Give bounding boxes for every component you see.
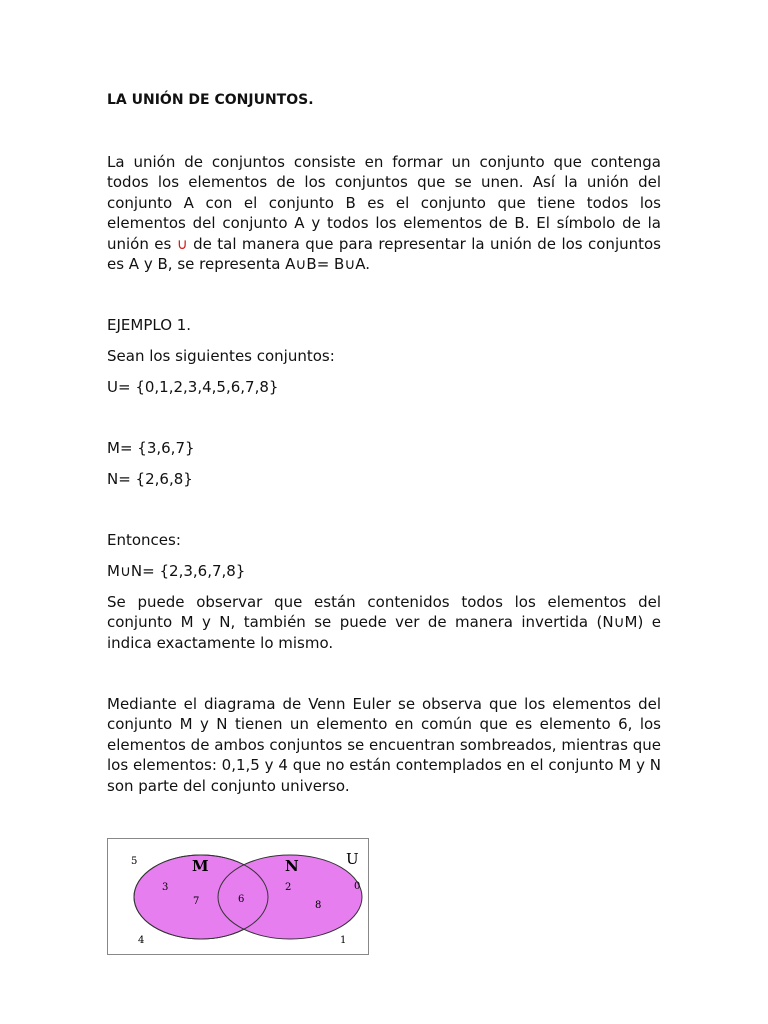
set-n-label: N <box>285 857 299 875</box>
observation-paragraph: Se puede observar que están contenidos todos los elementos del conjunto M y N, también se puede ver de manera invertida (N∪M) e indica exactamente lo mismo. <box>107 593 661 652</box>
set-n: N= {2,6,8} <box>107 470 193 488</box>
set-m: M= {3,6,7} <box>107 439 195 457</box>
n-element-2: 2 <box>285 882 292 893</box>
outside-element-5: 5 <box>131 856 138 867</box>
m-element-3: 3 <box>162 882 169 893</box>
outside-element-1: 1 <box>340 935 347 946</box>
union-result: M∪N= {2,3,6,7,8} <box>107 562 246 580</box>
then-label: Entonces: <box>107 531 181 549</box>
intro-paragraph <box>107 152 661 274</box>
intro-text-start: La unión de conjuntos consiste en formar un conjunto que contenga todos los elementos de los conjuntos que se unen. Así la unión del conjunto A con el conjunto B es el conjunto que tiene todos los elementos del conjunto A y todos los elementos de B. El símbolo de la unión es <box>107 153 661 253</box>
venn-diagram <box>107 838 369 955</box>
example-heading: EJEMPLO 1. <box>107 316 192 334</box>
sets-intro: Sean los siguientes conjuntos: <box>107 347 335 365</box>
outside-element-0: 0 <box>354 881 361 892</box>
set-m-label: M <box>192 857 209 875</box>
outside-element-4: 4 <box>138 935 145 946</box>
document-title: LA UNIÓN DE CONJUNTOS. <box>107 92 314 108</box>
venn-explanation-paragraph: Mediante el diagrama de Venn Euler se observa que los elementos del conjunto M y N tienen un elemento en común que es elemento 6, los elementos de ambos conjuntos se encuentran sombreados, mientras que los elementos: 0,1,5 y 4 que no están contemplados en el conjunto M y N son parte del conjunto universo. <box>107 695 661 795</box>
set-u: U= {0,1,2,3,4,5,6,7,8} <box>107 378 279 396</box>
n-element-8: 8 <box>315 900 322 911</box>
m-element-7: 7 <box>193 896 200 907</box>
intro-text-end: de tal manera que para representar la unión de los conjuntos es A y B, se representa A∪B= B∪A. <box>107 234 661 274</box>
venn-svg <box>108 839 370 956</box>
universe-label: U <box>346 850 359 868</box>
intersection-element-6: 6 <box>238 894 245 905</box>
union-symbol: ∪ <box>176 234 188 253</box>
